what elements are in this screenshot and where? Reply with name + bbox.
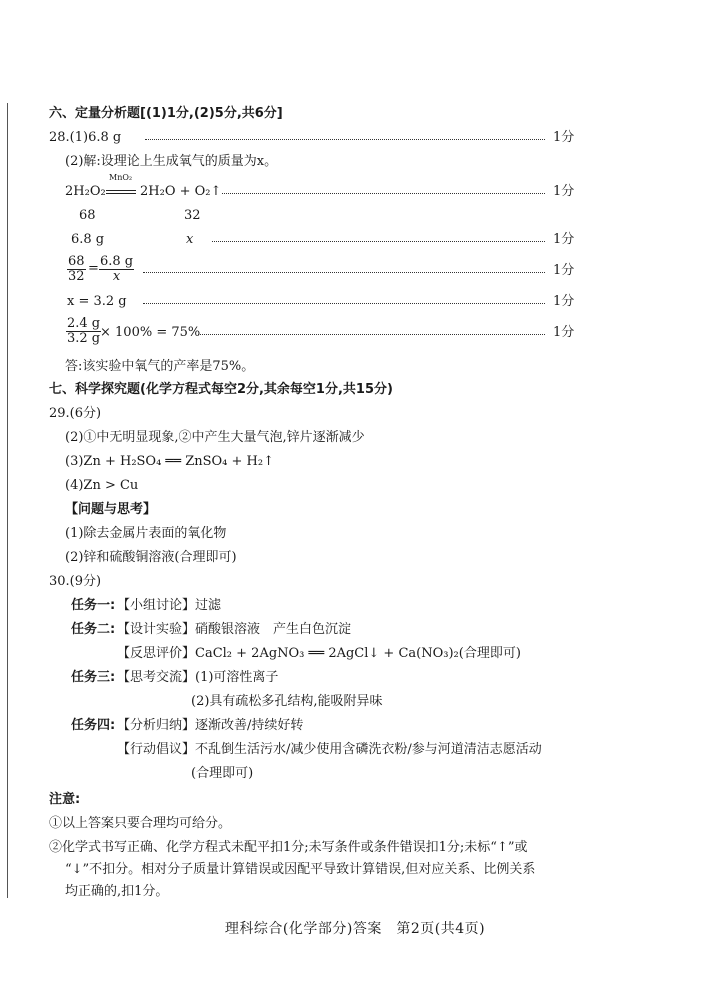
leader-dots [198, 334, 545, 335]
proportion-right-den: x [112, 269, 121, 284]
notes-title: 注意: [49, 792, 81, 807]
task1-text: 【小组讨论】过滤 [117, 598, 222, 613]
note-1: ①以上答案只要合理均可给分。 [49, 816, 232, 831]
leader-dots [143, 272, 545, 273]
q28-part1: 28.(1)6.8 g [49, 130, 122, 145]
yield-fraction [66, 317, 101, 346]
q29-answer-2: (2)①中无明显现象,②中产生大量气泡,锌片逐渐减少 [65, 430, 365, 445]
q29-answer-3: (3)Zn + H₂SO₄ ══ ZnSO₄ + H₂↑ [65, 454, 274, 469]
points-label: 1分 [553, 294, 575, 309]
yield-den: 3.2 g [67, 331, 101, 346]
task2-text: 【设计实验】硝酸银溶液 产生白色沉淀 [117, 622, 352, 637]
equation-left: 2H₂O₂ [65, 184, 106, 199]
yield-num: 2.4 g [67, 316, 101, 331]
q29-answer-4: (4)Zn > Cu [65, 478, 139, 493]
conclusion: 答:该实验中氧气的产率是75%。 [65, 359, 255, 374]
ratio-o2: 32 [184, 208, 201, 223]
task4-text: 【分析归纳】逐渐改善/持续好转 [117, 718, 304, 733]
points-label: 1分 [553, 184, 575, 199]
proportion-equals: = [88, 261, 99, 276]
proportion-left [67, 255, 86, 284]
catalyst-label: MnO₂ [109, 173, 133, 182]
ratio-h2o2: 68 [79, 208, 96, 223]
q30-heading: 30.(9分) [49, 574, 102, 589]
section6-title: 六、定量分析题[(1)1分,(2)5分,共6分] [49, 106, 283, 121]
note-2-line3: 均正确的,扣1分。 [65, 884, 169, 899]
equation-right: 2H₂O + O₂↑ [140, 184, 222, 199]
leader-dots [212, 241, 545, 242]
proportion-right-num: 6.8 g [100, 254, 134, 269]
task3-text2: (2)具有疏松多孔结构,能吸附异味 [191, 694, 383, 709]
q29-think-1: (1)除去金属片表面的氧化物 [65, 526, 227, 541]
points-label: 1分 [553, 232, 575, 247]
points-label: 1分 [553, 325, 575, 340]
task3-label: 任务三: [71, 670, 116, 685]
section7-title: 七、科学探究题(化学方程式每空2分,其余每空1分,共15分) [49, 382, 393, 397]
leader-dots [145, 139, 545, 140]
leader-dots [222, 193, 545, 194]
yield-calc: × 100% = 75% [100, 325, 201, 340]
reaction-arrow [106, 190, 136, 191]
task3-text: 【思考交流】(1)可溶性离子 [117, 670, 279, 685]
left-margin-rule [7, 103, 8, 898]
proportion-left-den: 32 [68, 269, 85, 284]
proportion-right [99, 255, 134, 284]
q29-think-2: (2)锌和硫酸铜溶液(合理即可) [65, 550, 237, 565]
task2-label: 任务二: [71, 622, 116, 637]
unknown-mass: x [186, 232, 194, 247]
task4-action: 【行动倡议】不乱倒生活污水/减少使用含磷洗衣粉/参与河道清洁志愿活动 [117, 742, 542, 757]
note-2-line2: “↓”不扣分。相对分子质量计算错误或因配平导致计算错误,但对应关系、比例关系 [65, 862, 536, 877]
task2-reflect: 【反思评价】CaCl₂ + 2AgNO₃ ══ 2AgCl↓ + Ca(NO₃)₂(合理即可) [117, 646, 521, 661]
q29-think-heading: 【问题与思考】 [65, 502, 157, 517]
task4-label: 任务四: [71, 718, 116, 733]
q28-part2: (2)解:设理论上生成氧气的质量为x。 [65, 154, 278, 169]
leader-dots [143, 303, 545, 304]
points-label: 1分 [553, 263, 575, 278]
page-footer: 理科综合(化学部分)答案 第2页(共4页) [224, 921, 486, 937]
result: x = 3.2 g [67, 294, 127, 309]
reaction-arrow [106, 193, 136, 194]
note-2-line1: ②化学式书写正确、化学方程式未配平扣1分;未写条件或条件错误扣1分;未标“↑”或 [49, 840, 528, 855]
task4-action-2: (合理即可) [191, 766, 254, 781]
given-mass: 6.8 g [71, 232, 105, 247]
task1-label: 任务一: [71, 598, 116, 613]
proportion-left-num: 68 [68, 254, 85, 269]
points-label: 1分 [553, 130, 575, 145]
q29-heading: 29.(6分) [49, 406, 102, 421]
